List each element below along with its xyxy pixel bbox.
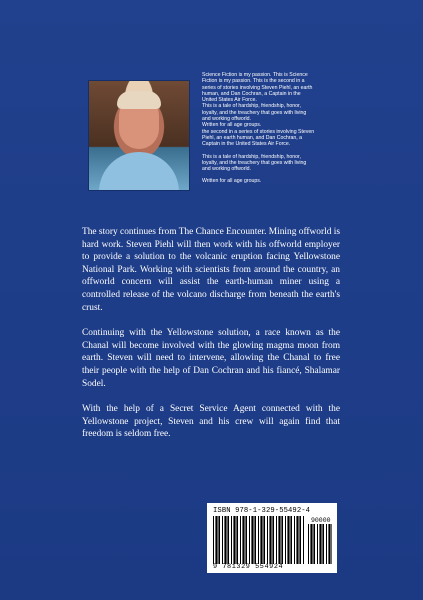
barcode-digits: 9 781329 554924: [213, 563, 284, 571]
bio-line: human, and Dan Cochran, a Captain in the: [202, 90, 301, 97]
barcode-bar: [313, 524, 315, 564]
barcode-bar: [215, 516, 217, 564]
bio-line: and working offworld.: [202, 166, 251, 173]
bio-line: This is a tale of hardship, friendship, honor,: [202, 153, 301, 160]
barcode-bar: [296, 516, 298, 564]
barcode-bar: [222, 516, 223, 564]
bio-line: series of stories involving Steven Piehl, an earth: [202, 84, 313, 91]
barcode-bar: [319, 524, 321, 564]
barcode-bar: [281, 516, 283, 564]
barcode-bar: [231, 516, 232, 564]
barcode-bar: [269, 516, 271, 564]
bio-line: United States Air Force.: [202, 97, 257, 104]
barcode-bar: [287, 516, 289, 564]
isbn-barcode: [207, 503, 337, 573]
bio-line: Captain in the United States Air Force.: [202, 141, 291, 148]
barcode-bar: [224, 516, 226, 564]
barcode-bar: [331, 524, 332, 564]
bio-line: Piehl, an earth human, and Dan Cochran, a: [202, 134, 303, 141]
barcode-bar: [249, 516, 250, 564]
author-bio: [202, 72, 360, 185]
barcode-bar: [310, 524, 312, 564]
author-shirt: [99, 152, 179, 191]
bio-line: This is a tale of hardship, friendship, honor,: [202, 103, 301, 110]
barcode-bar: [242, 516, 244, 564]
barcode-bar: [290, 516, 292, 564]
barcode-bar: [276, 516, 277, 564]
book-description: [82, 226, 340, 454]
addon-barcode-bars: [308, 524, 332, 564]
barcode-bar: [263, 516, 265, 564]
barcode-bar: [227, 516, 229, 564]
isbn-text: ISBN 978-1-329-55492-4: [213, 507, 311, 515]
barcode-bar: [213, 516, 214, 564]
bio-line: loyalty, and the treachery that goes with living: [202, 159, 307, 166]
bio-line: the second in a series of stories involving Steven: [202, 128, 315, 135]
description-paragraph-1: The story continues from The Chance Encounter. Mining offworld is hard work. Steven Piehl will then work with his offworld employer to provide a solution to the volcanic eruption facing Yellowstone National Park. Working with scientists from around the country, an offworld concern will assist the earth-human miner using a controlled release of the volcano discharge from beneath the earth's crust.: [82, 227, 340, 313]
barcode-bar: [278, 516, 280, 564]
bio-closing: Written for all age groups.: [202, 178, 262, 185]
barcode-bar: [272, 516, 274, 564]
barcode-bar: [236, 516, 238, 564]
barcode-bar: [303, 516, 304, 564]
bio-line: Science Fiction is my passion. This is Science: [202, 72, 308, 78]
barcode-bars: [213, 516, 305, 564]
bio-line: loyalty, and the treachery that goes with living: [202, 109, 307, 116]
barcode-bar: [299, 516, 301, 564]
price-code: 90000: [311, 517, 331, 524]
barcode-bar: [254, 516, 256, 564]
barcode-bar: [218, 516, 220, 564]
barcode-bar: [317, 524, 318, 564]
barcode-bar: [240, 516, 241, 564]
bio-line: and working offworld.: [202, 116, 251, 123]
barcode-bar: [322, 524, 324, 564]
bio-line: Fiction is my passion. This is the second in a: [202, 78, 305, 85]
barcode-bar: [326, 524, 327, 564]
barcode-bar: [308, 524, 309, 564]
author-hair: [117, 91, 161, 109]
barcode-bar: [251, 516, 253, 564]
barcode-bar: [328, 524, 330, 564]
barcode-bar: [245, 516, 247, 564]
barcode-bar: [285, 516, 286, 564]
description-paragraph-2: Continuing with the Yellowstone solution, a race known as the Chanal will become involved with the glowing magma moon from earth. Steven will need to intervene, allowing the Chanal to free their people with the help of Dan Cochran and his fiancé, Shalamar Sodel.: [82, 328, 340, 389]
bio-line: Written for all age groups.: [202, 122, 262, 129]
barcode-bar: [260, 516, 262, 564]
barcode-bar: [294, 516, 295, 564]
barcode-bar: [267, 516, 268, 564]
barcode-bar: [258, 516, 259, 564]
author-photo: [88, 80, 190, 191]
barcode-bar: [233, 516, 235, 564]
description-paragraph-3: With the help of a Secret Service Agent connected with the Yellowstone project, Steven and his crew will again find that freedom is seldom free.: [82, 404, 340, 440]
